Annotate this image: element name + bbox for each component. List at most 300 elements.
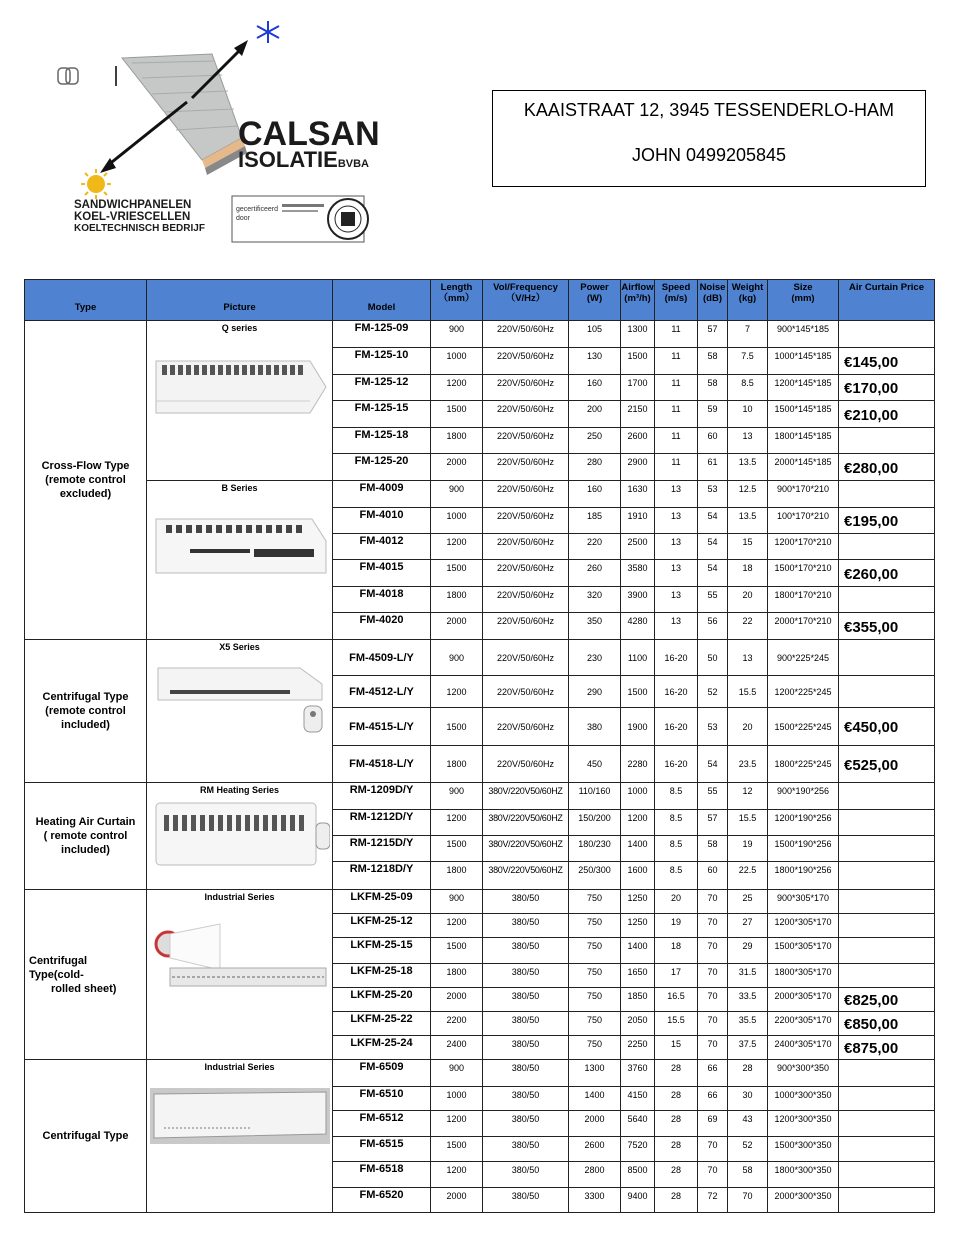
airflow-cell: 1200 — [621, 810, 655, 836]
noise-cell: 70 — [698, 1012, 728, 1036]
noise-cell: 66 — [698, 1060, 728, 1087]
price-cell — [839, 783, 935, 810]
type-label: Centrifugal Type — [42, 691, 129, 703]
model-cell: FM-4018 — [333, 587, 431, 613]
price-cell: €260,00 — [839, 560, 935, 587]
table-row — [25, 481, 935, 508]
size-cell: 1800*305*170 — [768, 964, 839, 988]
table-row — [25, 783, 935, 810]
noise-cell: 52 — [698, 676, 728, 708]
power-cell: 350 — [569, 613, 621, 640]
header-row — [25, 280, 935, 321]
length-cell: 1500 — [431, 836, 483, 862]
length-cell: 1500 — [431, 560, 483, 587]
speed-cell: 13 — [655, 481, 698, 508]
svg-text:gecertificeerd: gecertificeerd — [236, 206, 279, 213]
picture-cell — [147, 783, 333, 890]
airflow-cell: 2280 — [621, 746, 655, 783]
vol-cell: 220V/50/60Hz — [483, 401, 569, 428]
noise-cell: 54 — [698, 560, 728, 587]
type-cell — [25, 1060, 147, 1213]
price-cell — [839, 640, 935, 676]
weight-cell: 27 — [728, 914, 768, 938]
product-image — [147, 910, 332, 994]
vol-cell: 380/50 — [483, 914, 569, 938]
speed-cell: 15 — [655, 1036, 698, 1060]
type-label: ( remote control — [43, 830, 128, 842]
vol-cell: 380/50 — [483, 1060, 569, 1087]
size-cell: 900*170*210 — [768, 481, 839, 508]
header-speed: Speed (m/s) — [655, 280, 698, 321]
power-cell: 3300 — [569, 1188, 621, 1213]
weight-cell: 18 — [728, 560, 768, 587]
price-cell: €525,00 — [839, 746, 935, 783]
weight-cell: 15.5 — [728, 810, 768, 836]
table-row — [25, 640, 935, 676]
airflow-cell: 1500 — [621, 676, 655, 708]
price-cell — [839, 914, 935, 938]
weight-cell: 25 — [728, 890, 768, 914]
price-cell: €450,00 — [839, 708, 935, 746]
model-cell: FM-125-20 — [333, 454, 431, 481]
noise-cell: 66 — [698, 1087, 728, 1111]
noise-cell: 70 — [698, 964, 728, 988]
model-cell: LKFM-25-15 — [333, 938, 431, 964]
power-cell: 280 — [569, 454, 621, 481]
type-label: Centrifugal Type — [42, 1130, 129, 1142]
price-cell — [839, 862, 935, 890]
size-cell: 1800*145*185 — [768, 428, 839, 454]
airflow-cell: 1250 — [621, 890, 655, 914]
size-cell: 1200*190*256 — [768, 810, 839, 836]
tagline-1: SANDWICHPANELEN — [74, 199, 192, 211]
length-cell: 1200 — [431, 1111, 483, 1137]
size-cell: 1000*145*185 — [768, 348, 839, 375]
noise-cell: 50 — [698, 640, 728, 676]
power-cell: 160 — [569, 481, 621, 508]
type-cell — [25, 783, 147, 890]
type-label: excluded) — [59, 488, 112, 500]
header-picture: Picture — [147, 280, 333, 321]
vol-cell: 220V/50/60Hz — [483, 708, 569, 746]
size-cell: 1500*170*210 — [768, 560, 839, 587]
size-cell: 2000*305*170 — [768, 988, 839, 1012]
model-cell: LKFM-25-18 — [333, 964, 431, 988]
weight-cell: 13 — [728, 640, 768, 676]
length-cell: 1200 — [431, 375, 483, 401]
noise-cell: 57 — [698, 810, 728, 836]
noise-cell: 70 — [698, 914, 728, 938]
type-cell — [25, 890, 147, 1060]
model-cell: LKFM-25-12 — [333, 914, 431, 938]
airflow-cell: 1900 — [621, 708, 655, 746]
noise-cell: 70 — [698, 890, 728, 914]
speed-cell: 28 — [655, 1111, 698, 1137]
type-cell — [25, 640, 147, 783]
noise-cell: 58 — [698, 375, 728, 401]
airflow-cell: 9400 — [621, 1188, 655, 1213]
noise-cell: 53 — [698, 481, 728, 508]
price-cell: €825,00 — [839, 988, 935, 1012]
type-label: (remote control — [45, 705, 126, 717]
power-cell: 105 — [569, 321, 621, 348]
model-cell: FM-6512 — [333, 1111, 431, 1137]
length-cell: 1200 — [431, 914, 483, 938]
speed-cell: 8.5 — [655, 783, 698, 810]
vol-cell: 380/50 — [483, 938, 569, 964]
power-cell: 1300 — [569, 1060, 621, 1087]
series-label: Industrial Series — [204, 1062, 275, 1072]
power-cell: 750 — [569, 938, 621, 964]
price-cell — [839, 890, 935, 914]
power-cell: 110/160 — [569, 783, 621, 810]
vol-cell: 380/50 — [483, 988, 569, 1012]
speed-cell: 28 — [655, 1162, 698, 1188]
price-cell — [839, 481, 935, 508]
airflow-cell: 7520 — [621, 1137, 655, 1162]
model-cell: FM-125-10 — [333, 348, 431, 375]
price-cell: €875,00 — [839, 1036, 935, 1060]
airflow-cell: 3760 — [621, 1060, 655, 1087]
model-cell: FM-125-09 — [333, 321, 431, 348]
type-label: Heating Air Curtain — [35, 816, 136, 828]
power-cell: 185 — [569, 508, 621, 534]
vol-cell: 220V/50/60Hz — [483, 587, 569, 613]
speed-cell: 8.5 — [655, 836, 698, 862]
power-cell: 290 — [569, 676, 621, 708]
price-cell — [839, 1087, 935, 1111]
weight-cell: 12 — [728, 783, 768, 810]
size-cell: 1500*305*170 — [768, 938, 839, 964]
weight-cell: 12.5 — [728, 481, 768, 508]
weight-cell: 13 — [728, 428, 768, 454]
power-cell: 750 — [569, 890, 621, 914]
type-cell — [25, 321, 147, 640]
noise-cell: 57 — [698, 321, 728, 348]
vol-cell: 380/50 — [483, 1111, 569, 1137]
power-cell: 750 — [569, 914, 621, 938]
model-cell: FM-4010 — [333, 508, 431, 534]
power-cell: 220 — [569, 534, 621, 560]
length-cell: 1800 — [431, 587, 483, 613]
speed-cell: 28 — [655, 1137, 698, 1162]
airflow-cell: 1500 — [621, 348, 655, 375]
length-cell: 1200 — [431, 810, 483, 836]
vol-cell: 220V/50/60Hz — [483, 375, 569, 401]
vol-cell: 380V/220V50/60HZ — [483, 810, 569, 836]
speed-cell: 15.5 — [655, 1012, 698, 1036]
model-cell: RM-1212D/Y — [333, 810, 431, 836]
noise-cell: 54 — [698, 508, 728, 534]
vol-cell: 220V/50/60Hz — [483, 428, 569, 454]
svg-text:door: door — [236, 215, 251, 222]
size-cell: 1500*300*350 — [768, 1137, 839, 1162]
weight-cell: 15.5 — [728, 676, 768, 708]
header-length: Length （mm） — [431, 280, 483, 321]
airflow-cell: 4150 — [621, 1087, 655, 1111]
sun-icon — [81, 169, 111, 199]
vol-cell: 380/50 — [483, 890, 569, 914]
table-row — [25, 321, 935, 348]
speed-cell: 11 — [655, 454, 698, 481]
length-cell: 2000 — [431, 613, 483, 640]
power-cell: 130 — [569, 348, 621, 375]
weight-cell: 13.5 — [728, 508, 768, 534]
size-cell: 900*300*350 — [768, 1060, 839, 1087]
tagline-3: KOELTECHNISCH BEDRIJF — [74, 223, 205, 234]
length-cell: 900 — [431, 1060, 483, 1087]
weight-cell: 52 — [728, 1137, 768, 1162]
power-cell: 230 — [569, 640, 621, 676]
length-cell: 1800 — [431, 862, 483, 890]
size-cell: 2200*305*170 — [768, 1012, 839, 1036]
vol-cell: 380/50 — [483, 1012, 569, 1036]
price-cell — [839, 1137, 935, 1162]
model-cell: FM-4012 — [333, 534, 431, 560]
size-cell: 1200*305*170 — [768, 914, 839, 938]
model-cell: FM-4509-L/Y — [333, 640, 431, 676]
header-airflow: Airflow (m³/h) — [621, 280, 655, 321]
model-cell: LKFM-25-24 — [333, 1036, 431, 1060]
power-cell: 150/200 — [569, 810, 621, 836]
airflow-cell: 1650 — [621, 964, 655, 988]
noise-cell: 53 — [698, 708, 728, 746]
speed-cell: 18 — [655, 938, 698, 964]
noise-cell: 70 — [698, 1137, 728, 1162]
speed-cell: 13 — [655, 508, 698, 534]
size-cell: 1200*300*350 — [768, 1111, 839, 1137]
power-cell: 1400 — [569, 1087, 621, 1111]
airflow-cell: 8500 — [621, 1162, 655, 1188]
series-label: X5 Series — [219, 642, 260, 652]
power-cell: 320 — [569, 587, 621, 613]
length-cell: 1800 — [431, 964, 483, 988]
airflow-cell: 1600 — [621, 862, 655, 890]
weight-cell: 37.5 — [728, 1036, 768, 1060]
vol-cell: 380/50 — [483, 1162, 569, 1188]
noise-cell: 54 — [698, 746, 728, 783]
model-cell: RM-1218D/Y — [333, 862, 431, 890]
model-cell: FM-6510 — [333, 1087, 431, 1111]
speed-cell: 28 — [655, 1087, 698, 1111]
speed-cell: 16-20 — [655, 746, 698, 783]
noise-cell: 58 — [698, 836, 728, 862]
header-vol: Vol/Frequency （V/Hz） — [483, 280, 569, 321]
airflow-cell: 2150 — [621, 401, 655, 428]
size-cell: 900*190*256 — [768, 783, 839, 810]
power-cell: 160 — [569, 375, 621, 401]
size-cell: 100*170*210 — [768, 508, 839, 534]
price-cell — [839, 1188, 935, 1213]
certification-badge — [232, 196, 368, 242]
length-cell: 1500 — [431, 938, 483, 964]
price-cell — [839, 1111, 935, 1137]
brand-subname: ISOLATIEBVBA — [238, 147, 369, 172]
vol-cell: 380/50 — [483, 1137, 569, 1162]
weight-cell: 20 — [728, 587, 768, 613]
power-cell: 180/230 — [569, 836, 621, 862]
airflow-cell: 1000 — [621, 783, 655, 810]
picture-cell — [147, 321, 333, 481]
length-cell: 1500 — [431, 1137, 483, 1162]
speed-cell: 11 — [655, 321, 698, 348]
size-cell: 900*305*170 — [768, 890, 839, 914]
picture-cell — [147, 640, 333, 783]
vol-cell: 380/50 — [483, 964, 569, 988]
airflow-cell: 2900 — [621, 454, 655, 481]
speed-cell: 16-20 — [655, 640, 698, 676]
table-row — [25, 890, 935, 914]
header-model: Model — [333, 280, 431, 321]
header-power: Power (W) — [569, 280, 621, 321]
speed-cell: 20 — [655, 890, 698, 914]
length-cell: 1800 — [431, 428, 483, 454]
model-cell: RM-1215D/Y — [333, 836, 431, 862]
vol-cell: 220V/50/60Hz — [483, 676, 569, 708]
calsan-logo — [52, 18, 402, 250]
noise-cell: 54 — [698, 534, 728, 560]
size-cell: 1200*225*245 — [768, 676, 839, 708]
noise-cell: 70 — [698, 1162, 728, 1188]
vol-cell: 380V/220V50/60HZ — [483, 783, 569, 810]
airflow-cell: 1250 — [621, 914, 655, 938]
length-cell: 2000 — [431, 988, 483, 1012]
speed-cell: 19 — [655, 914, 698, 938]
airflow-cell: 1300 — [621, 321, 655, 348]
length-cell: 900 — [431, 890, 483, 914]
length-cell: 1500 — [431, 708, 483, 746]
noise-cell: 69 — [698, 1111, 728, 1137]
speed-cell: 13 — [655, 560, 698, 587]
speed-cell: 8.5 — [655, 810, 698, 836]
airflow-cell: 1100 — [621, 640, 655, 676]
weight-cell: 19 — [728, 836, 768, 862]
airflow-cell: 1700 — [621, 375, 655, 401]
product-image — [147, 351, 332, 431]
length-cell: 1500 — [431, 401, 483, 428]
type-label: Type(cold- — [29, 968, 84, 981]
model-cell: FM-6509 — [333, 1060, 431, 1087]
model-cell: FM-6520 — [333, 1188, 431, 1213]
speed-cell: 16-20 — [655, 676, 698, 708]
model-cell: FM-4009 — [333, 481, 431, 508]
speed-cell: 11 — [655, 375, 698, 401]
airflow-cell: 3580 — [621, 560, 655, 587]
weight-cell: 10 — [728, 401, 768, 428]
vol-cell: 220V/50/60Hz — [483, 534, 569, 560]
price-cell — [839, 534, 935, 560]
price-table — [24, 279, 935, 1213]
noise-cell: 55 — [698, 587, 728, 613]
header-size: Size (mm) — [768, 280, 839, 321]
power-cell: 200 — [569, 401, 621, 428]
weight-cell: 20 — [728, 708, 768, 746]
price-cell: €280,00 — [839, 454, 935, 481]
airflow-cell: 2050 — [621, 1012, 655, 1036]
length-cell: 1800 — [431, 746, 483, 783]
length-cell: 1200 — [431, 1162, 483, 1188]
price-cell — [839, 1060, 935, 1087]
noise-cell: 60 — [698, 428, 728, 454]
airflow-cell: 5640 — [621, 1111, 655, 1137]
product-image — [147, 1088, 332, 1144]
vol-cell: 220V/50/60Hz — [483, 613, 569, 640]
size-cell: 1500*225*245 — [768, 708, 839, 746]
speed-cell: 13 — [655, 534, 698, 560]
price-cell — [839, 938, 935, 964]
price-cell: €195,00 — [839, 508, 935, 534]
noise-cell: 70 — [698, 938, 728, 964]
weight-cell: 7.5 — [728, 348, 768, 375]
weight-cell: 22 — [728, 613, 768, 640]
size-cell: 2400*305*170 — [768, 1036, 839, 1060]
model-cell: FM-125-12 — [333, 375, 431, 401]
noise-cell: 70 — [698, 988, 728, 1012]
size-cell: 900*145*185 — [768, 321, 839, 348]
model-cell: FM-6515 — [333, 1137, 431, 1162]
noise-cell: 59 — [698, 401, 728, 428]
vol-cell: 220V/50/60Hz — [483, 348, 569, 375]
noise-cell: 56 — [698, 613, 728, 640]
weight-cell: 8.5 — [728, 375, 768, 401]
vol-cell: 220V/50/60Hz — [483, 640, 569, 676]
noise-cell: 60 — [698, 862, 728, 890]
price-cell — [839, 321, 935, 348]
speed-cell: 16.5 — [655, 988, 698, 1012]
picture-cell — [147, 890, 333, 1060]
speed-cell: 28 — [655, 1060, 698, 1087]
contact-info: JOHN 0499205845 — [631, 145, 787, 165]
speed-cell: 11 — [655, 348, 698, 375]
airflow-cell: 1630 — [621, 481, 655, 508]
model-cell: FM-4518-L/Y — [333, 746, 431, 783]
size-cell: 1800*300*350 — [768, 1162, 839, 1188]
weight-cell: 35.5 — [728, 1012, 768, 1036]
vol-cell: 380/50 — [483, 1188, 569, 1213]
weight-cell: 23.5 — [728, 746, 768, 783]
price-cell — [839, 836, 935, 862]
size-cell: 1800*190*256 — [768, 862, 839, 890]
power-cell: 750 — [569, 1036, 621, 1060]
length-cell: 1200 — [431, 534, 483, 560]
size-cell: 2000*170*210 — [768, 613, 839, 640]
model-cell: LKFM-25-20 — [333, 988, 431, 1012]
vol-cell: 380V/220V50/60HZ — [483, 862, 569, 890]
power-cell: 2800 — [569, 1162, 621, 1188]
product-image — [147, 511, 332, 591]
brand-name: CALSAN — [238, 115, 380, 153]
sandwich-panel-image — [122, 54, 247, 175]
type-label: included) — [61, 719, 110, 731]
airflow-cell: 1400 — [621, 836, 655, 862]
vol-cell: 220V/50/60Hz — [483, 508, 569, 534]
power-cell: 450 — [569, 746, 621, 783]
model-cell: LKFM-25-09 — [333, 890, 431, 914]
series-label: Industrial Series — [204, 892, 275, 902]
speed-cell: 11 — [655, 401, 698, 428]
price-cell — [839, 676, 935, 708]
power-cell: 260 — [569, 560, 621, 587]
size-cell: 1800*225*245 — [768, 746, 839, 783]
vol-cell: 220V/50/60Hz — [483, 321, 569, 348]
type-label: Cross-Flow Type — [41, 460, 130, 472]
price-cell: €145,00 — [839, 348, 935, 375]
noise-cell: 70 — [698, 1036, 728, 1060]
model-cell: FM-125-18 — [333, 428, 431, 454]
length-cell: 2400 — [431, 1036, 483, 1060]
size-cell: 1800*170*210 — [768, 587, 839, 613]
length-cell: 900 — [431, 481, 483, 508]
